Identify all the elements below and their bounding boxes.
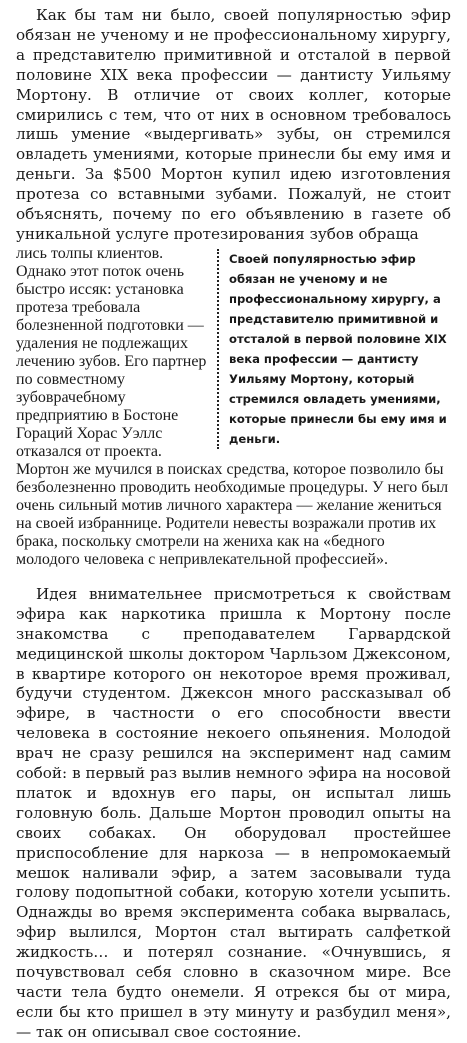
pull-quote: Своей популярностью эфир обязан не ученому и не профессиональному хирургу, а представителю примитивной и отсталой в первой половине XIX века профессии — дантисту Уильяму Мортону, который стремился овладеть умениями, которые принесли бы ему имя и деньги.: [217, 249, 451, 449]
paragraph-1-rest: лись толпы клиентов. Однако этот поток очень быстро иссяк: установка протеза требовала болезненной подготовки — удаления не подлежащих лечению зубов. Его партнер по совместному зубоврачебному предприятию в Бостоне Гораций Хорас Уэллс отказался от проекта. Мортон же мучился в поисках средства, которое позволило бы безболезненно проводить необходимые процедуры. У него был очень сильный мотив личного характера — желание жениться на своей избраннице. Родители невесты возражали против их брака, поскольку смотрели на жениха как на «бедного молодого человека с непривлекательной профессией».: [16, 244, 449, 568]
paragraph-1: [16, 6, 451, 245]
paragraph-2: Идея внимательнее присмотреться к свойствам эфира как наркотика пришла к Мортону после знакомства с преподавателем Гарвардской медицинской школы доктором Чарльзом Джексоном, в квартире которого он некоторое время проживал, будучи студентом. Джексон много рассказывал об эфире, в частности о его способности ввести человека в состояние некоего опьянения. Молодой врач не сразу решился на эксперимент над самим собой: в первый раз вылив немного эфира на носовой платок и вдохнув его пары, он испытал лишь головную боль. Дальше Мортон проводил опыты на своих собаках. Он оборудовал простейшее приспособление для наркоза — в непромокаемый мешок наливали эфир, а затем засовывали туда голову подопытной собаки, которую хотели усыпить. Однажды во время эксперимента собака вырвалась, эфир вылился, Мортон стал вытирать салфеткой жидкость… и потерял сознание. «Очнувшись, я почувствовал себя словно в сказочном мире. Все части тела будто онемели. Я отрекся бы от мира, если бы кто пришел в эту минуту и разбудил меня», — так он описывал свое состояние.: [16, 584, 451, 1041]
paragraph-1-lead: Как бы там ни было, своей популярностью эфир обязан не ученому и не профессиональному хирургу, а представителю примитивной и отсталой в первой половине XIX века профессии — дантисту Уильяму Мортону. В отличие от своих коллег, которые смирились с тем, что от них в основном требовалось лишь умение «выдергивать» зубы, он стремился овладеть умениями, которые принесли бы ему имя и деньги. За $500 Мортон купил идею изготовления протеза со вставными зубами. Пожалуй, не стоит объяснять, почему по его объявлению в газете об уникальной услуге протезирования зубов обраща: [16, 6, 451, 243]
